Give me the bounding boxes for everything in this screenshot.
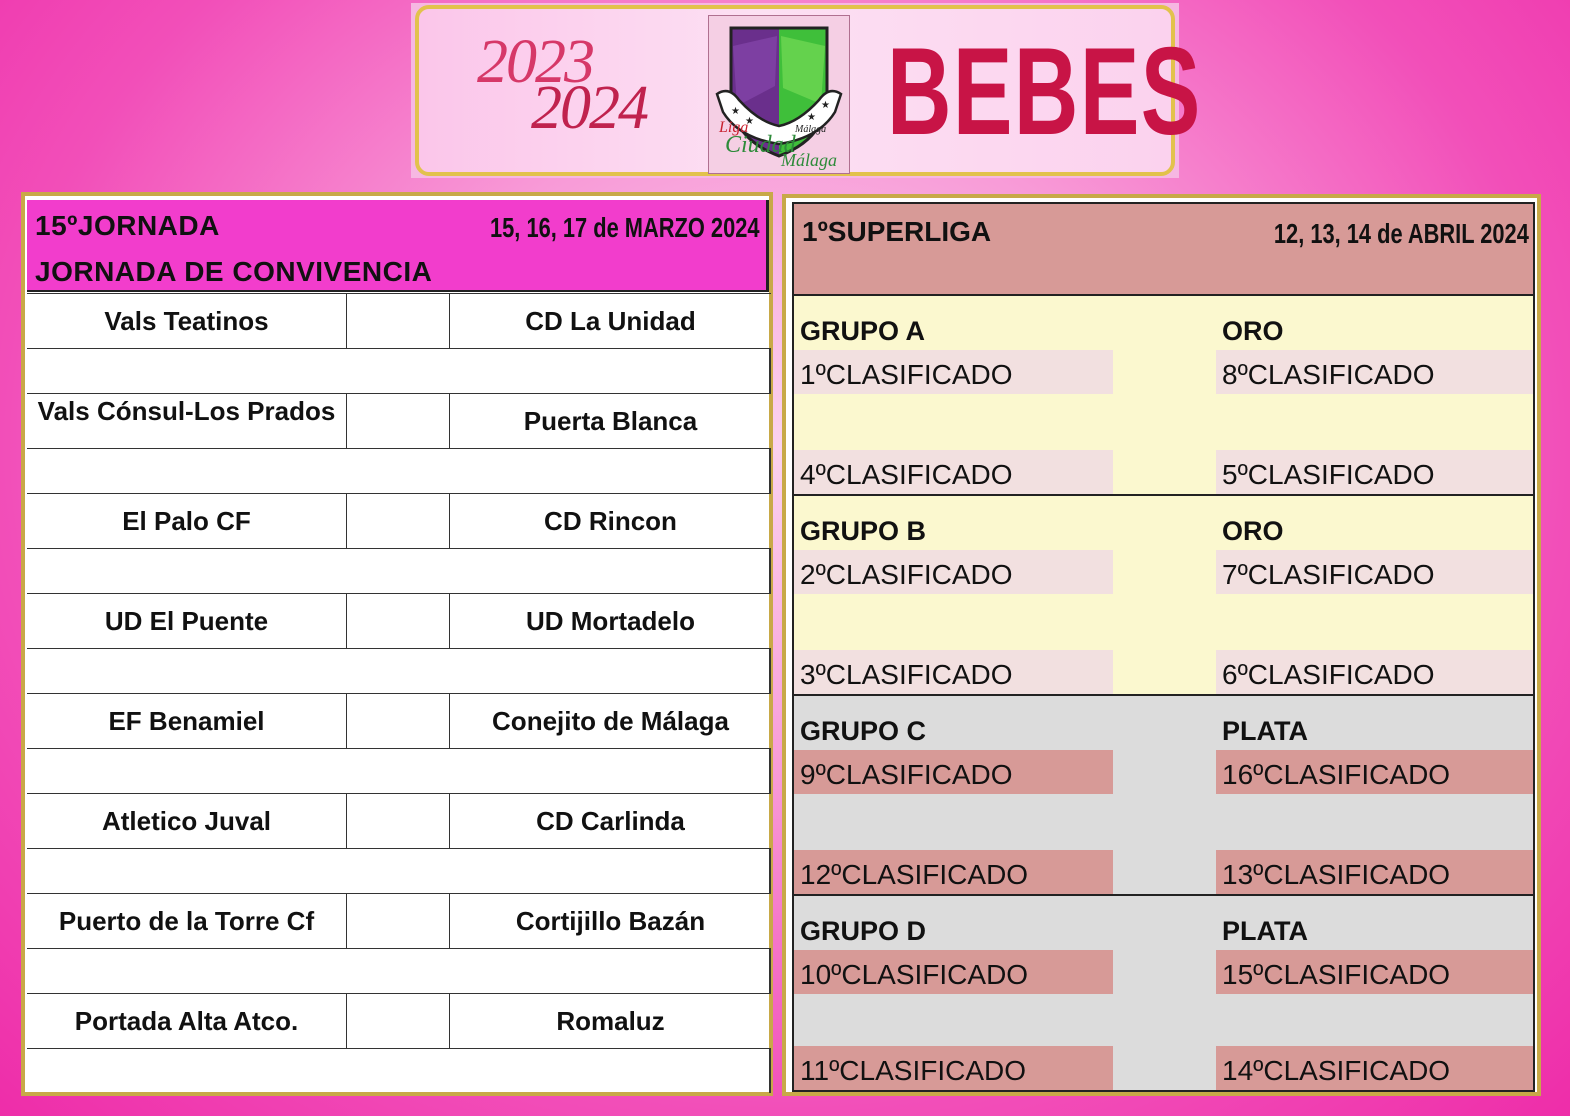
seed-slot: 12ºCLASIFICADO bbox=[794, 850, 1113, 894]
group-name: GRUPO A bbox=[800, 316, 926, 346]
away-team: CD Carlinda bbox=[536, 806, 685, 836]
seed-slot: 7ºCLASIFICADO bbox=[1216, 550, 1533, 594]
group-tier: ORO bbox=[1222, 516, 1284, 546]
group-name: GRUPO C bbox=[800, 716, 927, 746]
banner bbox=[411, 3, 1202, 178]
superliga-table bbox=[792, 202, 1535, 1092]
seed-slot: 13ºCLASIFICADO bbox=[1216, 850, 1533, 894]
match-score bbox=[347, 994, 450, 1048]
jornada-date: 15, 16, 17 de MARZO 2024 bbox=[490, 212, 760, 243]
seed-slot: 15ºCLASIFICADO bbox=[1216, 950, 1533, 994]
jornada-header bbox=[27, 200, 769, 292]
away-team: UD Mortadelo bbox=[526, 606, 695, 636]
away-team: Romaluz bbox=[556, 1006, 665, 1036]
match-score bbox=[347, 394, 450, 448]
home-team: Puerto de la Torre Cf bbox=[27, 894, 347, 948]
svg-text:★: ★ bbox=[745, 116, 754, 127]
seed-slot: 10ºCLASIFICADO bbox=[794, 950, 1113, 994]
away-team: Puerta Blanca bbox=[523, 406, 698, 436]
match-score bbox=[347, 494, 450, 548]
spacer-row bbox=[27, 849, 771, 893]
seed-slot: 3ºCLASIFICADO bbox=[794, 650, 1113, 694]
season-year-start: 2023 bbox=[477, 28, 593, 96]
svg-text:Málaga: Málaga bbox=[795, 124, 827, 135]
match-row bbox=[27, 493, 771, 549]
match-row bbox=[27, 593, 771, 649]
superliga-panel bbox=[782, 194, 1541, 1096]
superliga-title: 1ºSUPERLIGA bbox=[802, 216, 992, 247]
match-score bbox=[347, 294, 450, 348]
group-a bbox=[794, 294, 1533, 494]
group-b bbox=[794, 494, 1533, 694]
match-row bbox=[27, 993, 771, 1049]
spacer-row bbox=[27, 349, 771, 393]
home-team: Portada Alta Atco. bbox=[27, 994, 347, 1048]
group-name: GRUPO B bbox=[800, 516, 927, 546]
seed-slot: 6ºCLASIFICADO bbox=[1216, 650, 1533, 694]
home-team: Vals Teatinos bbox=[27, 294, 347, 348]
away-team: Cortijillo Bazán bbox=[515, 906, 706, 936]
svg-text:★: ★ bbox=[821, 100, 830, 111]
superliga-header bbox=[794, 204, 1533, 294]
match-score bbox=[347, 694, 450, 748]
home-team: Vals Cónsul-Los Prados bbox=[27, 394, 347, 448]
match-row bbox=[27, 693, 771, 749]
svg-text:★: ★ bbox=[807, 112, 816, 123]
home-team: Atletico Juval bbox=[27, 794, 347, 848]
banner-frame bbox=[415, 5, 1202, 176]
match-score bbox=[347, 794, 450, 848]
match-score bbox=[347, 894, 450, 948]
match-row bbox=[27, 293, 771, 349]
spacer-row bbox=[27, 1049, 771, 1093]
match-row bbox=[27, 793, 771, 849]
seed-slot: 4ºCLASIFICADO bbox=[794, 450, 1113, 494]
spacer-row bbox=[27, 749, 771, 793]
group-d bbox=[794, 894, 1533, 1090]
match-row bbox=[27, 893, 771, 949]
seed-slot: 14ºCLASIFICADO bbox=[1216, 1046, 1533, 1090]
seed-slot: 2ºCLASIFICADO bbox=[794, 550, 1113, 594]
seed-slot: 11ºCLASIFICADO bbox=[794, 1046, 1113, 1090]
season-year-end: 2024 bbox=[531, 74, 647, 142]
away-team: CD Rincon bbox=[544, 506, 677, 536]
superliga-date: 12, 13, 14 de ABRIL 2024 bbox=[1274, 218, 1529, 249]
spacer-row bbox=[27, 949, 771, 993]
seed-slot: 8ºCLASIFICADO bbox=[1216, 350, 1533, 394]
seed-slot: 16ºCLASIFICADO bbox=[1216, 750, 1533, 794]
group-c bbox=[794, 694, 1533, 894]
group-tier: PLATA bbox=[1222, 916, 1308, 946]
home-team: UD El Puente bbox=[27, 594, 347, 648]
away-team: CD La Unidad bbox=[525, 306, 696, 336]
spacer-row bbox=[27, 649, 771, 693]
seed-slot: 5ºCLASIFICADO bbox=[1216, 450, 1533, 494]
spacer-row bbox=[27, 449, 771, 493]
group-name: GRUPO D bbox=[800, 916, 927, 946]
svg-text:Málaga: Málaga bbox=[781, 150, 837, 170]
spacer-row bbox=[27, 549, 771, 593]
jornada-title: 15ºJORNADA bbox=[35, 210, 220, 241]
league-logo bbox=[708, 15, 850, 174]
match-row bbox=[27, 393, 771, 449]
group-tier: ORO bbox=[1222, 316, 1284, 346]
svg-text:Liga: Liga bbox=[719, 119, 749, 136]
jornada-subtitle: JORNADA DE CONVIVENCIA bbox=[35, 256, 433, 287]
match-score bbox=[347, 594, 450, 648]
shield-logo-icon bbox=[709, 16, 849, 173]
home-team: EF Benamiel bbox=[27, 694, 347, 748]
svg-text:★: ★ bbox=[731, 106, 740, 117]
svg-text:Ciudad: Ciudad bbox=[725, 132, 796, 158]
seed-slot: 9ºCLASIFICADO bbox=[794, 750, 1113, 794]
category-title: BEBES bbox=[887, 23, 1202, 161]
away-team: Conejito de Málaga bbox=[492, 706, 729, 736]
group-tier: PLATA bbox=[1222, 716, 1308, 746]
seed-slot: 1ºCLASIFICADO bbox=[794, 350, 1113, 394]
home-team: El Palo CF bbox=[27, 494, 347, 548]
jornada-panel bbox=[21, 192, 773, 1096]
